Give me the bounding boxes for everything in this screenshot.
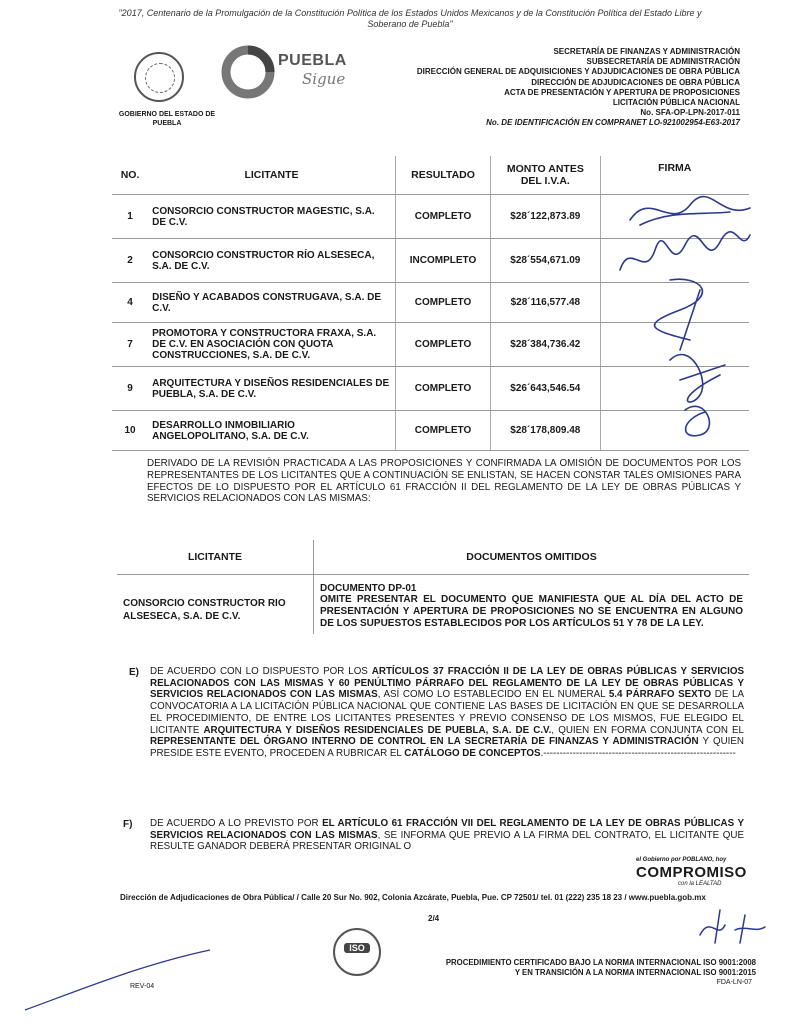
footer-signature xyxy=(690,905,770,945)
text-run-bold: 5.4 PÁRRAFO SEXTO xyxy=(608,689,712,701)
cell-monto: $26´643,546.54 xyxy=(491,367,600,411)
cell-resultado: COMPLETO xyxy=(395,283,490,323)
text-run-bold: REPRESENTANTE DEL ÓRGANO INTERNO DE CONTROL EN LA SECRETARÍA DE FINANZAS Y ADMINISTRACIÓN xyxy=(150,736,699,748)
text-run: DE ACUERDO A LO PREVISTO POR xyxy=(150,818,323,829)
handwritten-signatures xyxy=(610,180,760,450)
cell-documentos xyxy=(314,575,750,635)
margin-pen-stroke xyxy=(20,945,220,1015)
form-code: FDA-LN-07 xyxy=(716,979,752,986)
cell-no: 1 xyxy=(112,195,148,239)
certification-line: Y EN TRANSICIÓN A LA NORMA INTERNACIONAL ISO 9001:2015 xyxy=(514,968,756,977)
coat-of-arms-seal xyxy=(134,52,184,102)
cell-no: 7 xyxy=(112,323,148,367)
logo-text: PUEBLA xyxy=(278,52,347,69)
footer-address: Dirección de Adjudicaciones de Obra Pública/ / Calle 20 Sur No. 902, Colonia Azcárate, Puebla, Pue. CP 72501/ tel. 01 (222) 235 18 23 / www.puebla.gob.mx xyxy=(120,893,706,902)
cell-monto: $28´122,873.89 xyxy=(491,195,600,239)
certification-text xyxy=(446,958,756,978)
text-run: , SE INFORMA QUE PREVIO A LA FIRMA DEL CONTRATO, EL LICITANTE QUE RESULTE GANADOR DEBERÁ PRESENTAR ORIGINAL O xyxy=(150,829,744,853)
text-run: DE ACUERDO CON LO DISPUESTO POR LOS xyxy=(150,666,372,677)
cell-licitante: CONSORCIO CONSTRUCTOR RIO ALSESECA, S.A. DE C.V. xyxy=(117,575,314,635)
document-header xyxy=(417,47,740,129)
cell-no: 2 xyxy=(112,239,148,283)
cell-no: 9 xyxy=(112,367,148,411)
col-header-licitante: LICITANTE xyxy=(148,156,395,195)
text-run: Y QUIEN PRESIDE ESTE EVENTO, PROCEDEN A RUBRICAR EL xyxy=(150,736,744,759)
col-header-no: NO. xyxy=(112,156,148,195)
iso-certification-badge xyxy=(333,928,381,976)
cell-monto: $28´384,736.42 xyxy=(491,323,600,367)
header-line: ACTA DE PRESENTACIÓN Y APERTURA DE PROPOSICIONES xyxy=(504,87,740,97)
cell-no: 4 xyxy=(112,283,148,323)
item-e-text xyxy=(150,666,744,760)
cell-licitante: ARQUITECTURA Y DISEÑOS RESIDENCIALES DE PUEBLA, S.A. DE C.V. xyxy=(148,367,395,411)
table-header-row xyxy=(117,540,749,575)
text-run-bold: ARTÍCULOS 37 FRACCIÓN II DE LA LEY DE OBRAS PÚBLICAS Y SERVICIOS RELACIONADOS CON LAS MISMAS Y 60 PENÚLTIMO PÁRRAFO DEL REGLAMENTO DE LA LEY DE OBRAS PÚBLICAS Y SERVICIOS RELACIONADOS CON LAS MISMAS xyxy=(150,666,744,701)
item-f-marker: F) xyxy=(123,819,133,830)
col-header-resultado: RESULTADO xyxy=(395,156,490,195)
omissions-table xyxy=(117,540,749,634)
cell-licitante: CONSORCIO CONSTRUCTOR MAGESTIC, S.A. DE C.V. xyxy=(148,195,395,239)
header-line: LICITACIÓN PÚBLICA NACIONAL xyxy=(612,98,740,108)
compromiso-logo: COMPROMISO xyxy=(636,864,747,881)
puebla-logo-icon xyxy=(218,42,278,102)
col-header-monto: MONTO ANTES DEL I.V.A. xyxy=(491,156,600,195)
cell-monto: $28´554,671.09 xyxy=(491,239,600,283)
cell-resultado: COMPLETO xyxy=(395,367,490,411)
cell-licitante: CONSORCIO CONSTRUCTOR RÍO ALSESECA, S.A. DE C.V. xyxy=(148,239,395,283)
text-run-bold: ARQUITECTURA Y DISEÑOS RESIDENCIALES DE PUEBLA, S.A. DE C.V. xyxy=(203,724,552,736)
page-number: 2/4 xyxy=(428,914,440,923)
certification-line: PROCEDIMIENTO CERTIFICADO BAJO LA NORMA INTERNACIONAL ISO 9001:2008 xyxy=(445,958,756,967)
cell-resultado: INCOMPLETO xyxy=(395,239,490,283)
cell-resultado: COMPLETO xyxy=(395,411,490,451)
document-motto: "2017, Centenario de la Promulgación de la Constitución Política de los Estados Unidos Mexicanos y de la Constitución Política del Estado Libre y Soberano de Puebla" xyxy=(118,8,702,29)
text-run: , QUIEN EN FORMA CONJUNTA CON EL xyxy=(551,724,744,736)
header-line: No. SFA-OP-LPN-2017-011 xyxy=(640,108,740,118)
cell-monto: $28´116,577.48 xyxy=(491,283,600,323)
text-run: DE LA CONVOCATORIA A LA LICITACIÓN PÚBLICA NACIONAL QUE CONTIENE LAS BASES DE LICITACIÓN EN QUE SE DESARROLLA EL PROCEDIMIENTO, DE ENTRE LOS LICITANTES PRESENTES Y PREVIO CONSENSO DE LOS MISMOS, FUE ELEGIDO EL LICITANTE xyxy=(150,689,744,736)
text-run: .----------------------------------------------------------- xyxy=(540,747,736,759)
header-line: SUBSECRETARÍA DE ADMINISTRACIÓN xyxy=(586,57,740,67)
col-header-firma: FIRMA xyxy=(600,156,749,195)
document-description: OMITE PRESENTAR EL DOCUMENTO QUE MANIFIESTA QUE AL DÍA DEL ACTO DE PRESENTACIÓN Y APERTURA DE PROPOSICIONES NO SE ENCUENTRA EN ALGUNO DE LOS SUPUESTOS ESTABLECIDOS POR LOS ARTÍCULOS 51 Y 78 DE LA LEY. xyxy=(320,594,743,629)
iso-label: ISO xyxy=(344,943,370,953)
government-label: GOBIERNO DEL ESTADO DE PUEBLA xyxy=(118,111,216,127)
cell-no: 10 xyxy=(112,411,148,451)
item-e-marker: E) xyxy=(129,667,139,678)
cell-licitante: DESARROLLO INMOBILIARIO ANGELOPOLITANO, S.A. DE C.V. xyxy=(148,411,395,451)
compromiso-top: el Gobierno por POBLANO, hoy xyxy=(636,857,727,863)
header-line: DIRECCIÓN DE ADJUDICACIONES DE OBRA PÚBLICA xyxy=(531,77,740,87)
cell-monto: $28´178,809.48 xyxy=(491,411,600,451)
col-header-documentos: DOCUMENTOS OMITIDOS xyxy=(314,540,750,575)
text-run-bold: CATÁLOGO DE CONCEPTOS xyxy=(404,747,541,759)
omission-paragraph: DERIVADO DE LA REVISIÓN PRACTICADA A LAS PROPOSICIONES Y CONFIRMADA LA OMISIÓN DE DOCUMENTOS POR LOS REPRESENTANTES DE LOS LICITANTES QUE A CONTINUACIÓN SE ENLISTAN, SE HACEN CONSTAR TALES OMISIONES PARA EFECTOS DE LO DISPUESTO POR EL ARTÍCULO 61 FRACCIÓN II DEL REGLAMENTO DE LA LEY DE OBRAS PÚBLICAS Y SERVICIOS RELACIONADOS CON LAS MISMAS: xyxy=(147,458,741,505)
cell-resultado: COMPLETO xyxy=(395,323,490,367)
header-line: DIRECCIÓN GENERAL DE ADQUISICIONES Y ADJUDICACIONES DE OBRA PÚBLICA xyxy=(416,67,740,77)
cell-resultado: COMPLETO xyxy=(395,195,490,239)
table-row xyxy=(117,575,749,635)
col-header-licitante: LICITANTE xyxy=(117,540,314,575)
cell-licitante: DISEÑO Y ACABADOS CONSTRUGAVA, S.A. DE C.V. xyxy=(148,283,395,323)
text-run-bold: EL ARTÍCULO 61 FRACCIÓN VII DEL REGLAMENTO DE LA LEY DE OBRAS PÚBLICAS Y SERVICIOS RELACIONADOS CON LAS MISMAS xyxy=(150,818,744,841)
logo-subtext: Sigue xyxy=(302,70,346,88)
text-run: , ASÍ COMO LO ESTABLECIDO EN EL NUMERAL xyxy=(377,689,609,701)
item-f-text xyxy=(150,818,744,853)
cell-licitante: PROMOTORA Y CONSTRUCTORA FRAXA, S.A. DE C.V. EN ASOCIACIÓN CON QUOTA CONSTRUCCIONES, S.A. DE C.V. xyxy=(148,323,395,367)
compromiso-bottom: con la LEALTAD xyxy=(678,881,722,887)
revision-label: REV-04 xyxy=(130,983,155,990)
compranet-id: No. DE IDENTIFICACIÓN EN COMPRANET LO-921002954-E63-2017 xyxy=(486,118,740,128)
document-code: DOCUMENTO DP-01 xyxy=(320,583,417,594)
header-line: SECRETARÍA DE FINANZAS Y ADMINISTRACIÓN xyxy=(553,47,740,56)
